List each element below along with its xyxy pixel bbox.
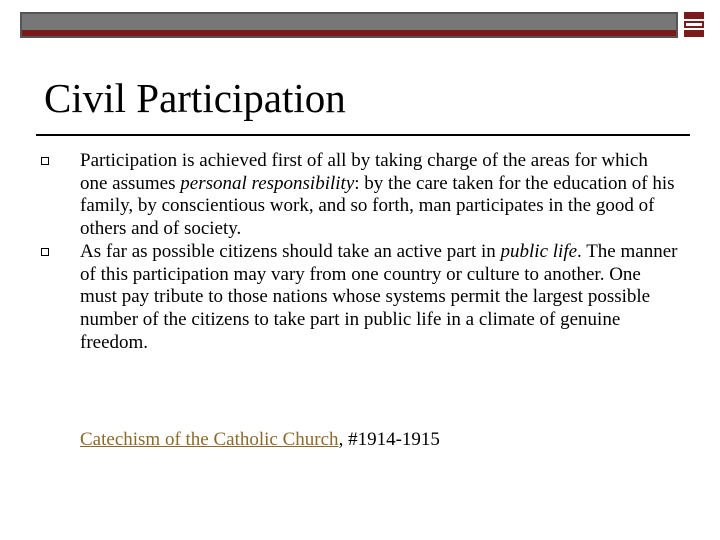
italic-emphasis: public life — [500, 240, 578, 262]
citation — [80, 429, 440, 451]
corner-square-bottom — [684, 30, 704, 37]
citation-suffix: , #1914-1915 — [338, 429, 440, 450]
header-bar — [20, 12, 678, 38]
hollow-square-bullet-icon — [41, 157, 49, 165]
text-run: As far as possible citizens should take an active part in — [80, 240, 501, 262]
bullet-item — [40, 241, 680, 355]
citation-link[interactable]: Catechism of the Catholic Church — [80, 429, 339, 450]
corner-square-middle — [684, 21, 704, 28]
text-run: Participation is achieved first of all by taking charge of the areas for which one assumes — [80, 150, 648, 194]
text-run: : by the care taken for the education of his family, by conscientious work, and so forth, man participates in the good of others and of society. — [80, 172, 675, 240]
bullet-list — [40, 150, 680, 354]
italic-emphasis: personal responsibility — [180, 172, 355, 194]
hollow-square-bullet-icon — [41, 248, 49, 256]
slide-title: Civil Participation — [44, 75, 346, 121]
title-divider — [36, 134, 690, 136]
text-run: . The manner of this participation may vary from one country or culture to another. One must pay tribute to those nations whose systems permit the largest possible number of the citizens to take part in public life in a climate of genuine freedom. — [80, 240, 678, 353]
bullet-text — [80, 241, 680, 355]
corner-square-top — [684, 12, 704, 19]
bullet-item — [40, 150, 680, 241]
bullet-text — [80, 150, 680, 241]
header-bar-stripe — [22, 30, 676, 36]
